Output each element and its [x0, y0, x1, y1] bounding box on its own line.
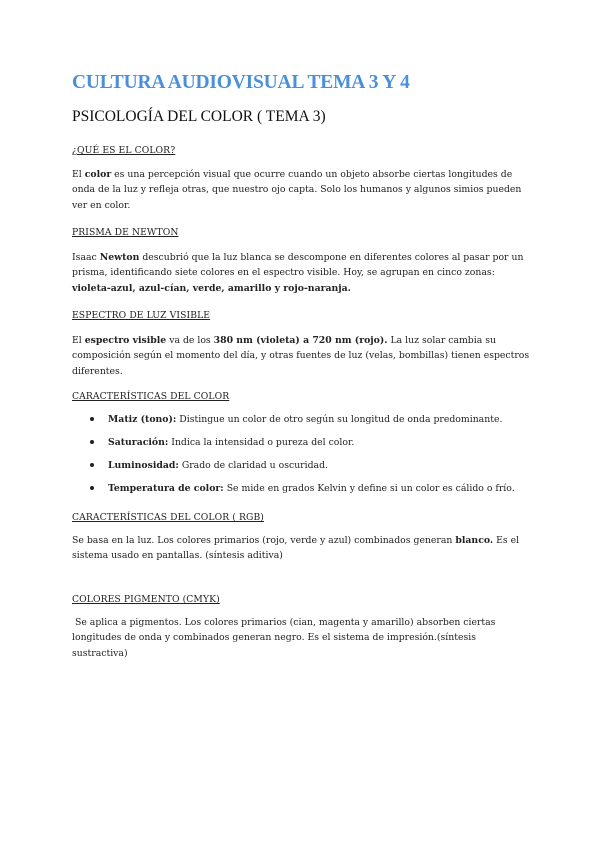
bullet-icon — [90, 486, 94, 490]
paragraph-que-es-el-color — [72, 167, 532, 213]
bold-text: 380 nm (violeta) a 720 nm (rojo). — [213, 335, 388, 346]
bold-text: color — [84, 169, 112, 180]
heading-cmyk: COLORES PIGMENTO (CMYK) — [72, 594, 220, 605]
text: Se basa en la luz. Los colores primarios (rojo, verde y azul) combinados generan — [72, 535, 456, 546]
text: El — [72, 335, 85, 346]
text: Grado de claridad u oscuridad. — [178, 460, 329, 471]
heading-espectro-de-luz-visible: ESPECTRO DE LUZ VISIBLE — [72, 310, 211, 321]
paragraph-espectro-de-luz-visible — [72, 333, 532, 379]
text: Isaac — [72, 252, 100, 263]
text: La luz solar cambia su composición según el momento del día, y otras fuentes de luz (velas, bombillas) tienen espectros diferentes. — [72, 335, 530, 377]
text: va de los — [166, 335, 214, 346]
text: es una percepción visual que ocurre cuando un objeto absorbe ciertas longitudes de onda de la luz y refleja otras, que nuestro ojo capta. Solo los humanos y algunos simios pueden ver en color. — [72, 169, 522, 211]
text: Indica la intensidad o pureza del color. — [168, 437, 355, 448]
text: Distingue un color de otro según su longitud de onda predominante. — [176, 414, 503, 425]
list-item — [90, 458, 530, 481]
text: El — [72, 169, 85, 180]
bold-text: blanco. — [455, 535, 494, 546]
list-item — [90, 481, 530, 504]
paragraph-prisma-de-newton — [72, 250, 532, 296]
text: Es el sistema usado en pantallas. (síntesis aditiva) — [72, 535, 520, 562]
bold-text: Temperatura de color: — [108, 483, 224, 494]
text: descubrió que la luz blanca se descompone en diferentes colores al pasar por un prisma, identificando siete colores en el espectro visible. Hoy, se agrupan en cinco zonas: — [72, 252, 524, 279]
heading-que-es-el-color: ¿QUÉ ES EL COLOR? — [72, 145, 176, 156]
bold-text: espectro visible — [84, 335, 167, 346]
bold-text: violeta-azul, azul-cían, verde, amarillo y rojo-naranja. — [72, 282, 351, 294]
paragraph-rgb — [72, 533, 532, 564]
paragraph-cmyk: Se aplica a pigmentos. Los colores primarios (cian, magenta y amarillo) absorben ciertas longitudes de onda y combinados generan negro. Es el sistema de impresión.(síntesis sustractiva) — [72, 617, 499, 659]
bold-text: Matiz (tono): — [108, 414, 177, 425]
bullet-icon — [90, 417, 94, 421]
list-item — [90, 435, 530, 458]
heading-rgb: CARACTERÍSTICAS DEL COLOR ( RGB) — [72, 512, 264, 523]
heading-prisma-de-newton: PRISMA DE NEWTON — [72, 227, 179, 238]
bullet-icon — [90, 440, 94, 444]
heading-caracteristicas-del-color: CARACTERÍSTICAS DEL COLOR — [72, 391, 230, 402]
bold-text: Newton — [99, 252, 140, 263]
bold-text: Saturación: — [108, 437, 169, 448]
list-item — [90, 412, 530, 435]
text: Se mide en grados Kelvin y define si un color es cálido o frío. — [223, 483, 515, 494]
bullet-icon — [90, 463, 94, 467]
page-subtitle: PSICOLOGÍA DEL COLOR ( TEMA 3) — [72, 108, 326, 125]
page-title: CULTURA AUDIOVISUAL TEMA 3 Y 4 — [72, 72, 410, 93]
bold-text: Luminosidad: — [108, 460, 179, 471]
characteristics-list — [90, 412, 530, 504]
